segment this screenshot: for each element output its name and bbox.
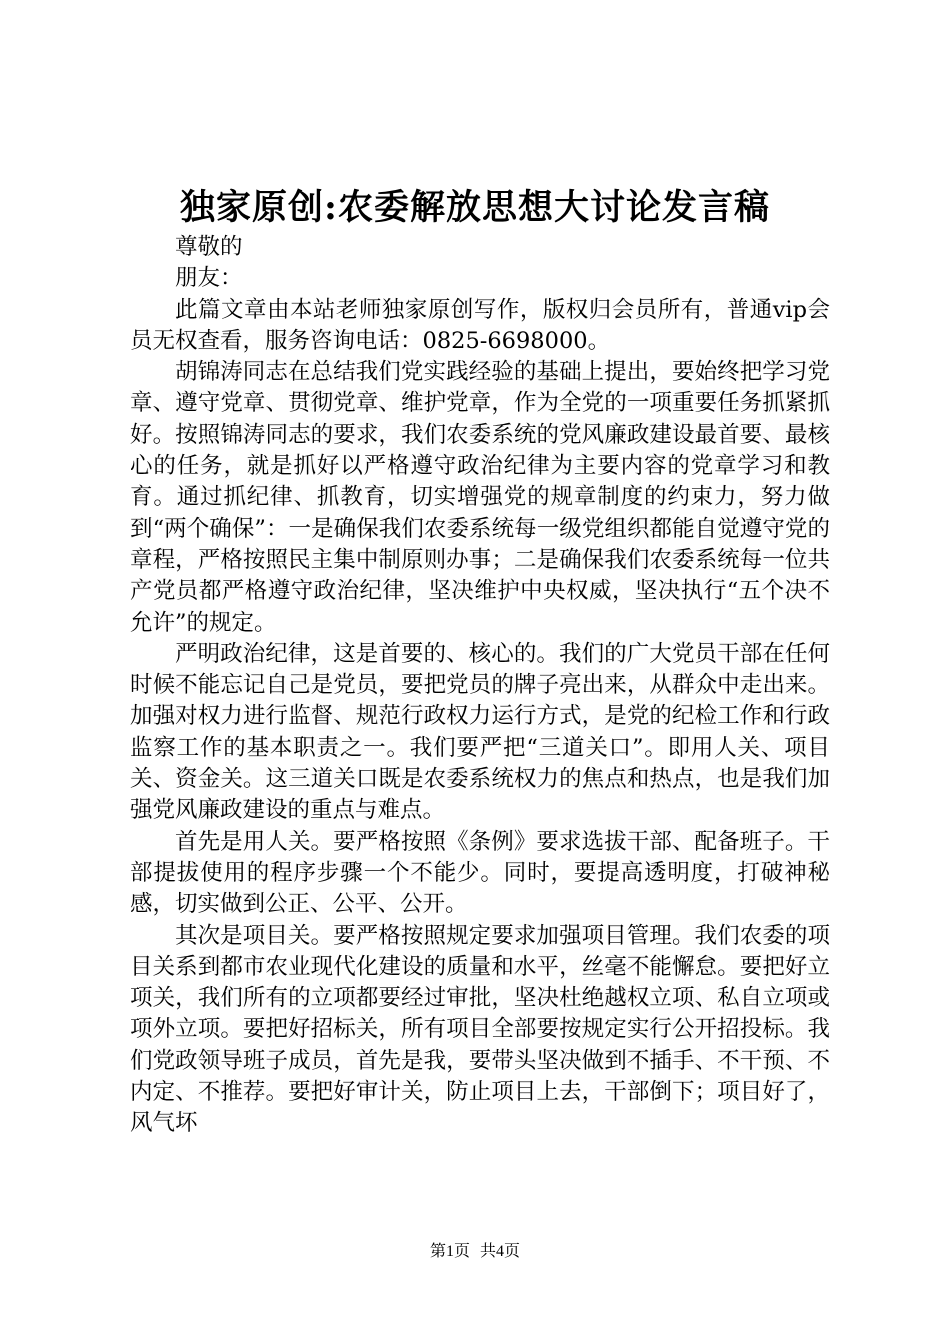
paragraph-4: 其次是项目关。要严格按照规定要求加强项目管理。我们农委的项目关系到都市农业现代化建设的质量和水平，丝毫不能懈怠。要把好立项关，我们所有的立项都要经过审批，坚决杜绝越权立项、私自立项或项外立项。要把好招标关，所有项目全部要按规定实行公开招投标。我们党政领导班子成员，首先是我，要带头坚决做到不插手、不干预、不内定、不推荐。要把好审计关，防止项目上去，干部倒下；项目好了，风气坏 [130,922,830,1137]
document-body [130,232,830,1140]
page-number: 第1页 [429,1243,470,1260]
page-total: 共4页 [480,1243,521,1260]
paragraph-3: 首先是用人关。要严格按照《条例》要求选拔干部、配备班子。干部提拔使用的程序步骤一个不能少。同时，要提高透明度，打破神秘感，切实做到公正、公平、公开。 [130,828,830,918]
paragraph-2: 严明政治纪律，这是首要的、核心的。我们的广大党员干部在任何时候不能忘记自己是党员，要把党员的牌子亮出来，从群众中走出来。加强对权力进行监督、规范行政权力运行方式，是党的纪检工作和行政监察工作的基本职责之一。我们要严把“三道关口”。即用人关、项目关、资金关。这三道关口既是农委系统权力的焦点和热点，也是我们加强党风廉政建设的重点与难点。 [130,640,830,824]
page-footer [0,1241,950,1263]
paragraph-1: 胡锦涛同志在总结我们党实践经验的基础上提出，要始终把学习党章、遵守党章、贯彻党章、维护党章，作为全党的一项重要任务抓紧抓好。按照锦涛同志的要求，我们农委系统的党风廉政建设最首要、最核心的任务，就是抓好以严格遵守政治纪律为主要内容的党章学习和教育。通过抓纪律、抓教育，切实增强党的规章制度的约束力，努力做到“两个确保”：一是确保我们农委系统每一级党组织都能自觉遵守党的章程，严格按照民主集中制原则办事；二是确保我们农委系统每一位共产党员都严格遵守政治纪律，坚决维护中央权威，坚决执行“五个决不允许”的规定。 [130,359,830,636]
salutation-line-1: 尊敬的 [175,234,243,260]
document-title: 独家原创:农委解放思想大讨论发言稿 [180,187,770,228]
salutation-line-2: 朋友： [175,265,243,292]
paragraph-copyright-notice: 此篇文章由本站老师独家原创写作，版权归会员所有，普通vip会员无权查看，服务咨询电话：0825-6698000。 [130,296,830,354]
